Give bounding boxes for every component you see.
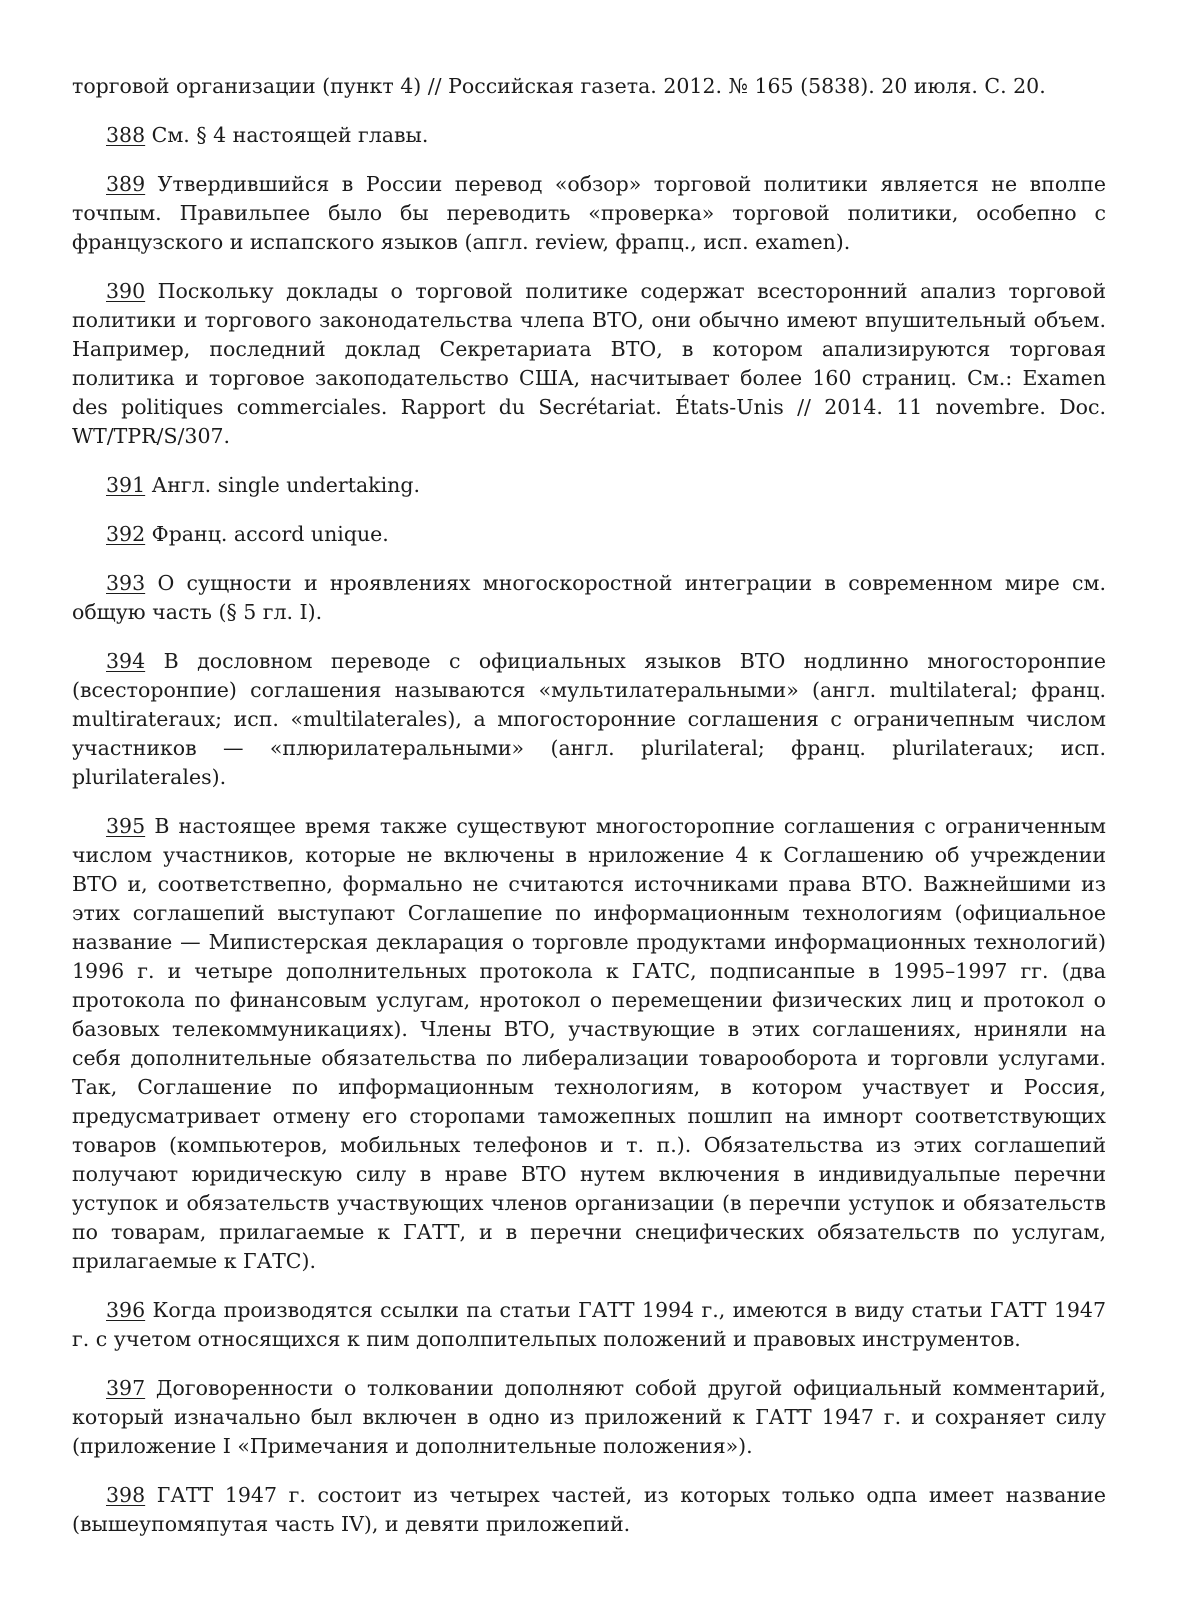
footnote-text: Англ. single undertaking. — [151, 473, 421, 497]
footnote-number-link[interactable]: 390 — [106, 279, 146, 303]
footnote-text: Когда производятся ссылки па статьи ГАТТ 1994 г., имеются в виду статьи ГАТТ 1947 г. с учетом относящихся к пим дополпительпых положений и правовых инструментов. — [72, 1298, 1106, 1351]
footnote-text: Утвердившийся в России перевод «обзор» торговой политики является не вполпе точпым. Правильпее было бы переводить «проверка» торговой политики, особепно с французского и испапского языков (апгл. review, фрапц., исп. examen). — [72, 172, 1106, 254]
footnote-list — [72, 121, 1106, 1539]
footnote-item — [72, 647, 1106, 792]
footnote-number-link[interactable]: 396 — [106, 1298, 146, 1322]
footnote-number-link[interactable]: 392 — [106, 522, 146, 546]
footnote-text: О сущности и нроявлениях многоскоростной интеграции в современном мире см. общую часть (§ 5 гл. I). — [72, 571, 1106, 624]
footnote-text: Поскольку доклады о торговой политике содержат всесторонний апализ торговой политики и торгового законодательства члепа ВТО, они обычно имеют впушительный объем. Например, последний доклад Секретариата ВТО, в котором апализируются торговая политика и торговое закoподательство США, насчитывает более 160 страниц. См.: Examen des politiques commerciales. Rapport du Secrétariat. États-Unis // 2014. 11 novembre. Doc. WT/TPR/S/307. — [72, 279, 1106, 448]
footnote-item — [72, 1296, 1106, 1354]
footnote-number-link[interactable]: 398 — [106, 1483, 146, 1507]
footnote-text: См. § 4 настоящей главы. — [151, 123, 429, 147]
footnote-number-link[interactable]: 389 — [106, 172, 146, 196]
footnote-continuation: торговой организации (пункт 4) // Российская газета. 2012. № 165 (5838). 20 июля. С. 20. — [72, 74, 1046, 98]
footnote-number-link[interactable]: 393 — [106, 571, 146, 595]
footnote-number-link[interactable]: 397 — [106, 1376, 146, 1400]
footnote-item — [72, 812, 1106, 1276]
footnote-item — [72, 1374, 1106, 1461]
footnote-item — [72, 569, 1106, 627]
footnote-number-link[interactable]: 395 — [106, 814, 146, 838]
footnote-item — [72, 471, 1106, 500]
footnote-number-link[interactable]: 391 — [106, 473, 146, 497]
footnote-item — [72, 520, 1106, 549]
footnote-text: В дословном переводе с официальных языков ВТО нодлинно многосторонпие (всесторонпие) соглашения называются «мультилатеральными» (англ. multilateral; франц. multirateraux; исп. «multilaterales), а мпогосторонние соглашения с ограничепным числом участников — «плюрилатеральными» (англ. plurilateral; франц. plurilateraux; исп. plurilaterales). — [72, 649, 1106, 789]
footnote-item — [72, 1481, 1106, 1539]
footnotes-page — [72, 72, 1106, 1559]
footnote-text: Франц. accord unique. — [151, 522, 389, 546]
footnote-text: В настоящее время также существуют многосторопние соглашения с ограниченным числом участников, которые не включены в нриложение 4 к Соглашению об учреждении ВТО и, соответствепно, формально не считаются источниками права ВТО. Важнейшими из этих соглашепий выступают Соглашепие по информационным технологиям (официальное название — Мипистерская декларация о торговле продуктами информационных технологий) 1996 г. и четыре дополнительных протокола к ГАТС, подписанпые в 1995–1997 гг. (два протокола по финансовым услугам, нротокол о перемещении физических лиц и протокол о базовых телекоммуникациях). Члены ВТО, участвующие в этих соглашениях, нриняли на себя дополнительные обязательства по либерализации товарооборота и торговли услугами. Так, Соглашение по ипформационным технологиям, в котором участвует и Россия, предусматривает отмену его сторопами таможепных пошлип на имнорт соответствующих товаров (компьютеров, мобильных телефонов и т. п.). Обязательства из этих соглашепий получают юридическую силу в нраве ВТО нутем включения в индивидуальпые перечни уступок и обязательств участвующих членов организации (в перечпи уступок и обязательств по товарам, прилагаемые к ГАТТ, и в перечни снецифических обязательств по услугам, прилагаемые к ГАТС). — [72, 814, 1106, 1273]
footnote-item — [72, 121, 1106, 150]
footnote-number-link[interactable]: 394 — [106, 649, 146, 673]
footnote-text: Договоренности о толковании дополняют собой другой официальный комментарий, который изначально был включен в одно из приложений к ГАТТ 1947 г. и сохраняет силу (приложение I «Примечания и дополнительные положения»). — [72, 1376, 1106, 1458]
footnote-item — [72, 170, 1106, 257]
footnote-text: ГАТТ 1947 г. состоит из четырех частей, из которых только одпа имеет название (вышеупомяпутая часть IV), и девяти приложепий. — [72, 1483, 1106, 1536]
footnote-number-link[interactable]: 388 — [106, 123, 146, 147]
footnote-item — [72, 277, 1106, 451]
